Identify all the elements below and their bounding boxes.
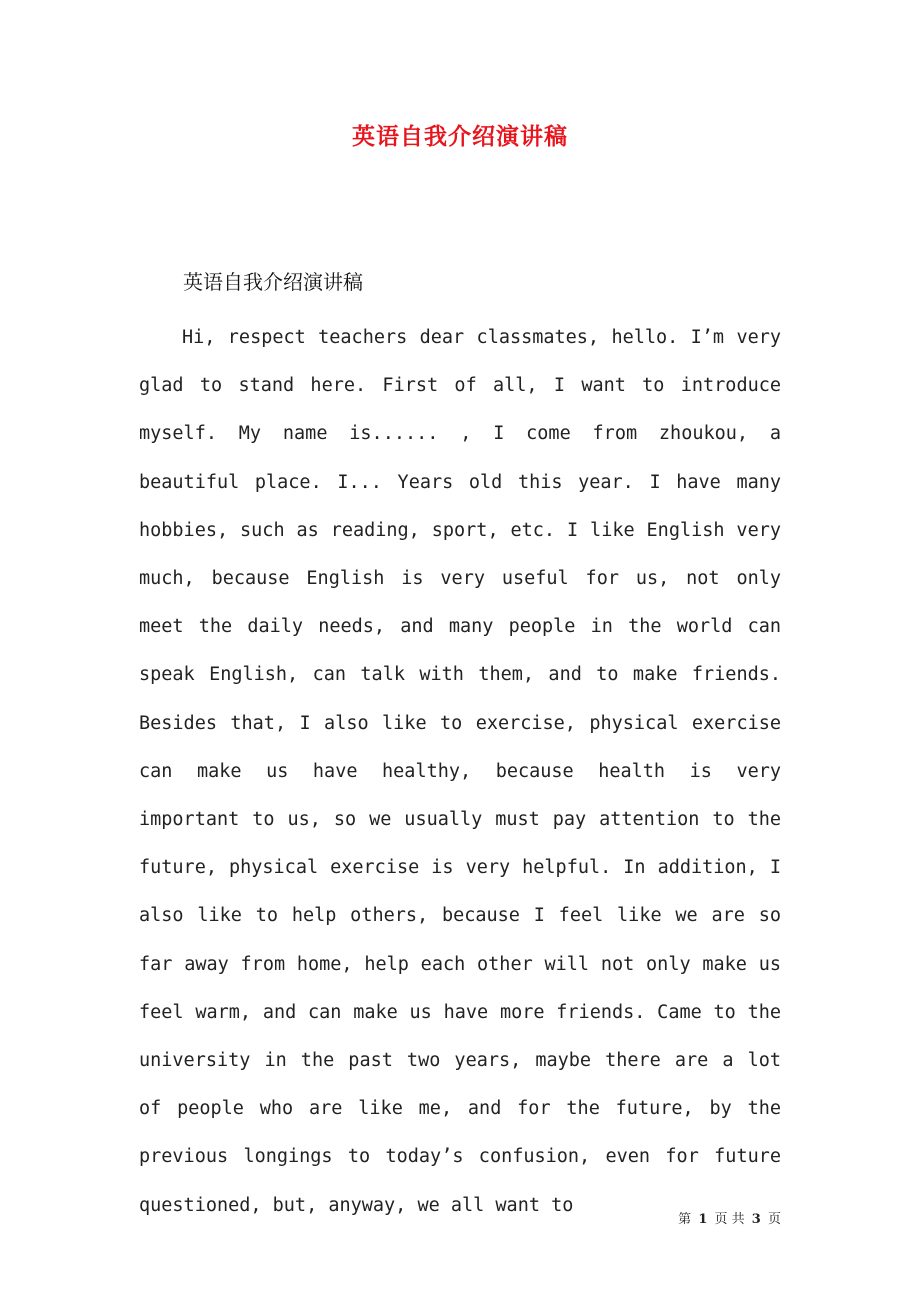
footer-middle: 页 共	[714, 1212, 745, 1227]
footer-prefix: 第	[678, 1212, 692, 1227]
document-subtitle: 英语自我介绍演讲稿	[183, 270, 363, 294]
total-page-number: 3	[751, 1212, 761, 1227]
document-title: 英语自我介绍演讲稿	[352, 123, 568, 150]
page-footer	[600, 1208, 781, 1227]
current-page-number: 1	[698, 1212, 708, 1227]
body-paragraph: Hi, respect teachers dear classmates, hello. I’m very glad to stand here. First of all, I want to introduce myself. My name is...... , I come from zhoukou, a beautiful place. I... Years old this year. I have many hobbies, such as reading, sport, etc. I like English very much, because English is very useful for us, not only meet the daily needs, and many people in the world can speak English, can talk with them, and to make friends. Besides that, I also like to exercise, physical exercise can make us have healthy, because health is very important to us, so we usually must pay attention to the future, physical exercise is very helpful. In addition, I also like to help others, because I feel like we are so far away from home, help each other will not only make us feel warm, and can make us have more friends. Came to the university in the past two years, maybe there are a lot of people who are like me, and for the future, by the previous longings to today’s confusion, even for future questioned, but, anyway, we all want to	[139, 327, 781, 1216]
footer-suffix: 页	[767, 1212, 781, 1227]
